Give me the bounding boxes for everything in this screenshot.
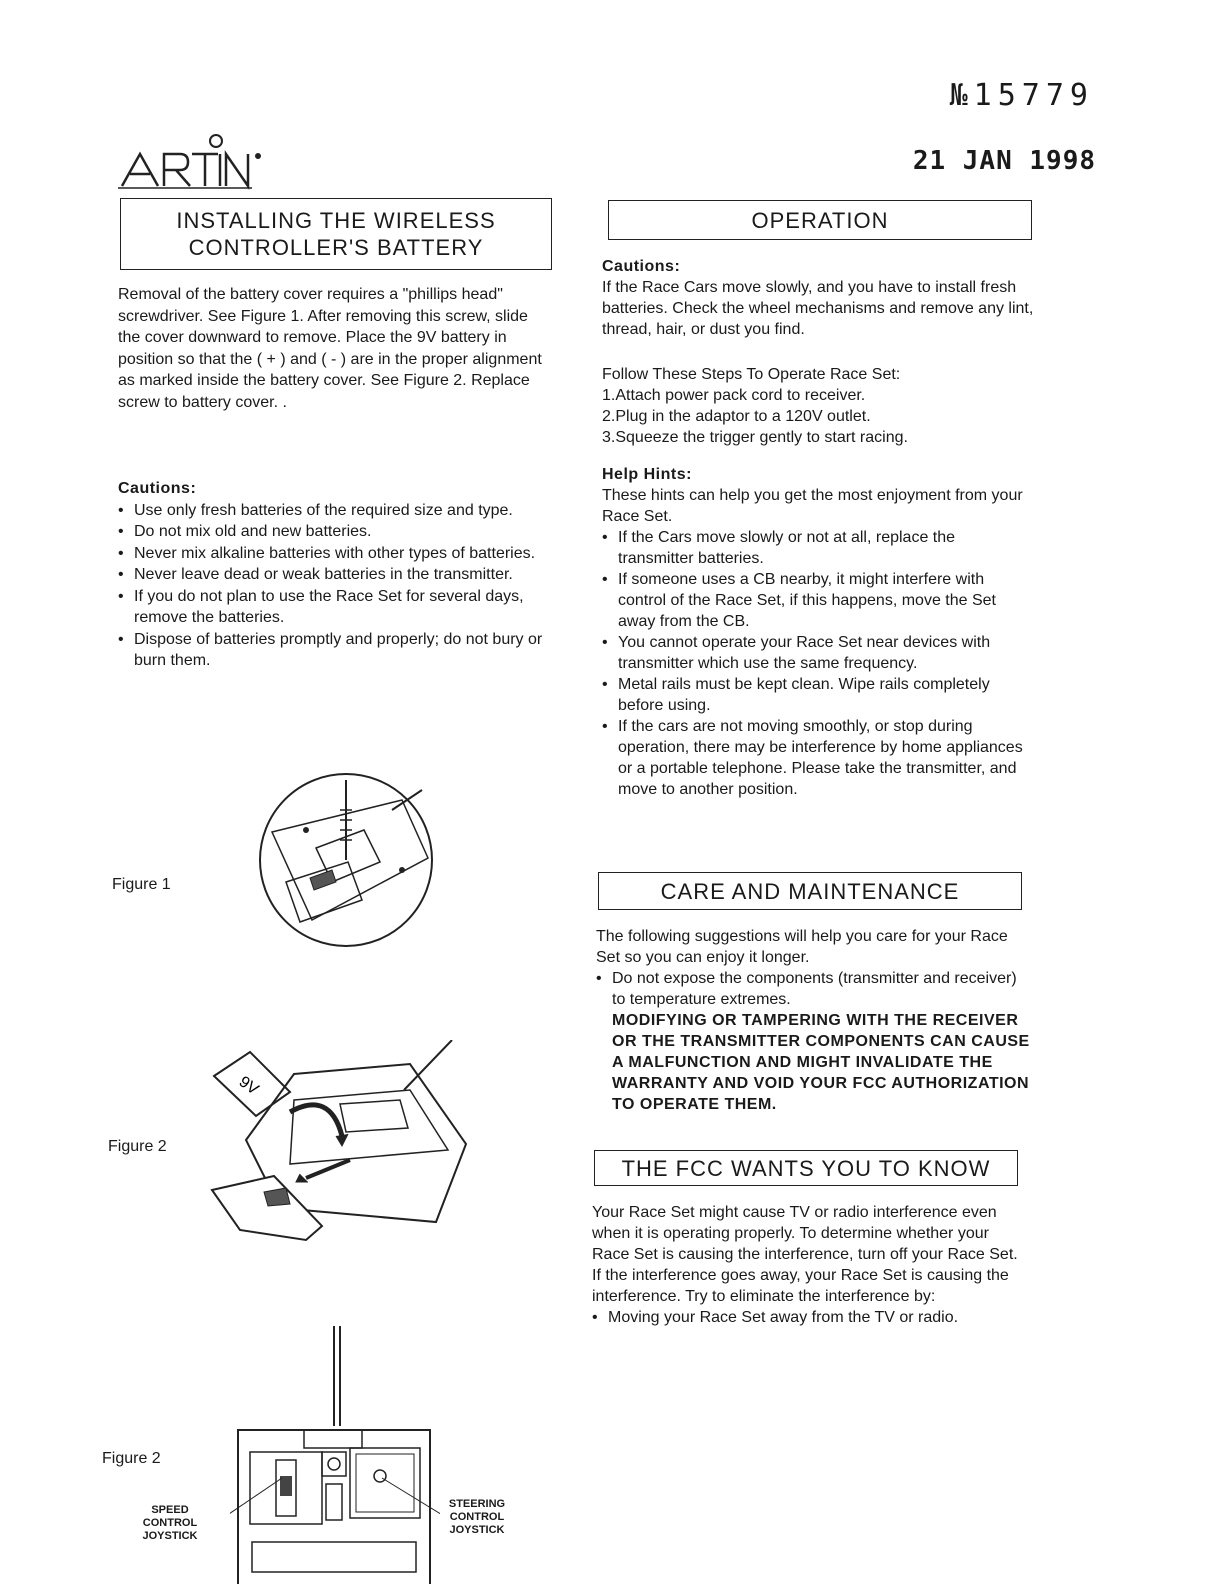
logo-text: ARTIN [118,132,121,133]
list-item: • If you do not plan to use the Race Set for several days, remove the batteries. [118,586,554,629]
operation-cautions-title: Cautions: [602,258,681,275]
list-item: • Dispose of batteries promptly and properly; do not bury or burn them. [118,629,554,672]
list-item: • You cannot operate your Race Set near devices with transmitter which use the same frequency. [602,632,1034,674]
care-warning: MODIFYING OR TAMPERING WITH THE RECEIVER OR THE TRANSMITTER COMPONENTS CAN CAUSE A MALFUNCTION AND MIGHT INVALIDATE THE WARRANTY AND VOID YOUR FCC AUTHORIZATION TO OPERATE THEM. [612,1012,1030,1113]
list-item: • If the Cars move slowly or not at all, replace the transmitter batteries. [602,527,1034,569]
figure-3-controller [230,1326,440,1584]
battery-cautions [118,478,554,672]
list-item: • Never leave dead or weak batteries in the transmitter. [118,564,554,586]
list-item: • Do not mix old and new batteries. [118,521,554,543]
heading-line-2: CONTROLLER'S BATTERY [188,235,484,260]
list-item: • Use only fresh batteries of the required size and type. [118,500,554,522]
document-date: 21 JAN 1998 [912,146,1096,176]
figure-2-label: Figure 2 [108,1138,167,1155]
fcc-heading: THE FCC WANTS YOU TO KNOW [594,1150,1018,1186]
fcc-text: Your Race Set might cause TV or radio interference even when it is operating properly. To determine whether your Race Set is causing the interference, turn off your Race Set. If the interference goes away, your Race Set is causing the interference. Try to eliminate the interference by: [592,1204,1018,1305]
operation-section [602,256,1034,800]
figure-1-label: Figure 1 [112,876,171,893]
list-item: • Metal rails must be kept clean. Wipe rails completely before using. [602,674,1034,716]
operation-cautions-text: If the Race Cars move slowly, and you have to install fresh batteries. Check the wheel mechanisms and remove any lint, thread, hair, or dust you find. [602,279,1034,338]
battery-instructions [118,284,554,413]
hints-list [602,527,1034,800]
battery-intro: Removal of the battery cover requires a "phillips head" screwdriver. See Figure 1. After removing this screw, slide the cover downward to remove. Place the 9V battery in position so that the ( + ) and ( - ) are in the proper alignment as marked inside the battery cover. See Figure 2. Replace screw to battery cover. . [118,286,542,411]
cautions-title: Cautions: [118,480,197,497]
steering-control-label: STEERING CONTROL JOYSTICK [448,1498,506,1536]
list-item: 3.Squeeze the trigger gently to start racing. [602,429,908,446]
document-number: №15779 [949,78,1094,113]
list-item: 2.Plug in the adaptor to a 120V outlet. [602,408,871,425]
steps-title: Follow These Steps To Operate Race Set: [602,366,901,383]
figure-1-illustration [252,770,442,950]
logo-graphic [118,132,268,190]
hints-intro: These hints can help you get the most enjoyment from your Race Set. [602,487,1023,525]
speed-control-label: SPEED CONTROL JOYSTICK [142,1504,198,1542]
figure-3-label: Figure 2 [102,1450,161,1467]
battery-label: 9V [235,1073,262,1099]
list-item: • If someone uses a CB nearby, it might interfere with control of the Race Set, if this happens, move the Set away from the CB. [602,569,1034,632]
fcc-section [592,1202,1026,1328]
operation-heading: OPERATION [608,200,1032,240]
care-heading: CARE AND MAINTENANCE [598,872,1022,910]
care-intro: The following suggestions will help you care for your Race Set so you can enjoy it longer. [596,928,1008,966]
fcc-list [592,1307,1026,1328]
battery-section-heading [120,198,552,270]
list-item: 1.Attach power pack cord to receiver. [602,387,866,404]
list-item: • Never mix alkaline batteries with other types of batteries. [118,543,554,565]
steps-list [602,385,1034,448]
brand-logo [118,132,268,190]
care-list [596,968,1030,1010]
list-item: • If the cars are not moving smoothly, or stop during operation, there may be interference by home appliances or a portable telephone. Please take the transmitter, and move to another position. [602,716,1034,800]
heading-line-1: INSTALLING THE WIRELESS [176,208,496,233]
hints-title: Help Hints: [602,466,692,483]
care-section [596,926,1030,1115]
list-item: • Do not expose the components (transmitter and receiver) to temperature extremes. [596,968,1030,1010]
cautions-list [118,500,554,672]
list-item: • Moving your Race Set away from the TV or radio. [592,1307,1026,1328]
figure-2-illustration [210,1040,470,1255]
